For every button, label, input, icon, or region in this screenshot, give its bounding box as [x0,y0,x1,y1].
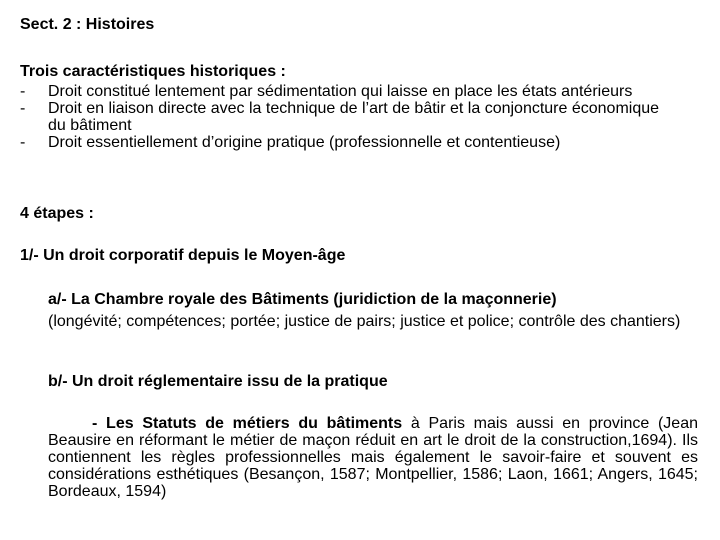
statuts-paragraph [48,415,698,500]
statuts-lead: - Les Statuts de métiers du bâtiments [92,415,403,432]
list-item-text: Droit constitué lentement par sédimentation qui laisse en place les états antérieurs [48,83,633,100]
list-item [20,134,680,151]
list-item [20,83,680,100]
list-item [20,100,680,134]
steps-heading: 4 étapes : [20,205,94,222]
subsection-a-title: a/- La Chambre royale des Bâtiments (juridiction de la maçonnerie) [48,291,557,308]
subsection-a-text: (longévité; compétences; portée; justice de pairs; justice et police; contrôle des chantiers) [48,313,681,330]
characteristics-heading: Trois caractéristiques historiques : [20,63,286,80]
bullet-dash: - [20,134,26,151]
list-item-text: Droit en liaison directe avec la technique de l’art de bâtir et la conjoncture économique du bâtiment [48,100,660,134]
statuts-text: à Paris mais aussi en province (Jean Beausire en réformant le métier de maçon réduit en art le droit de la construction,1694). Ils contiennent les règles professionnelles mais également le savoir-faire et souvent es considérations esthétiques (Besançon, 1587; Montpellier, 1586; Laon, 1661; Angers, 1645; Bordeaux, 1594) [48,415,698,500]
step-1-title: 1/- Un droit corporatif depuis le Moyen-âge [20,247,346,264]
subsection-b-title: b/- Un droit réglementaire issu de la pratique [48,373,388,390]
slide-title: Sect. 2 : Histoires [20,16,155,33]
bullet-dash: - [20,83,26,100]
list-item-text: Droit essentiellement d’origine pratique (professionnelle et contentieuse) [48,134,561,151]
bullet-dash: - [20,100,26,117]
characteristics-list [20,83,680,151]
